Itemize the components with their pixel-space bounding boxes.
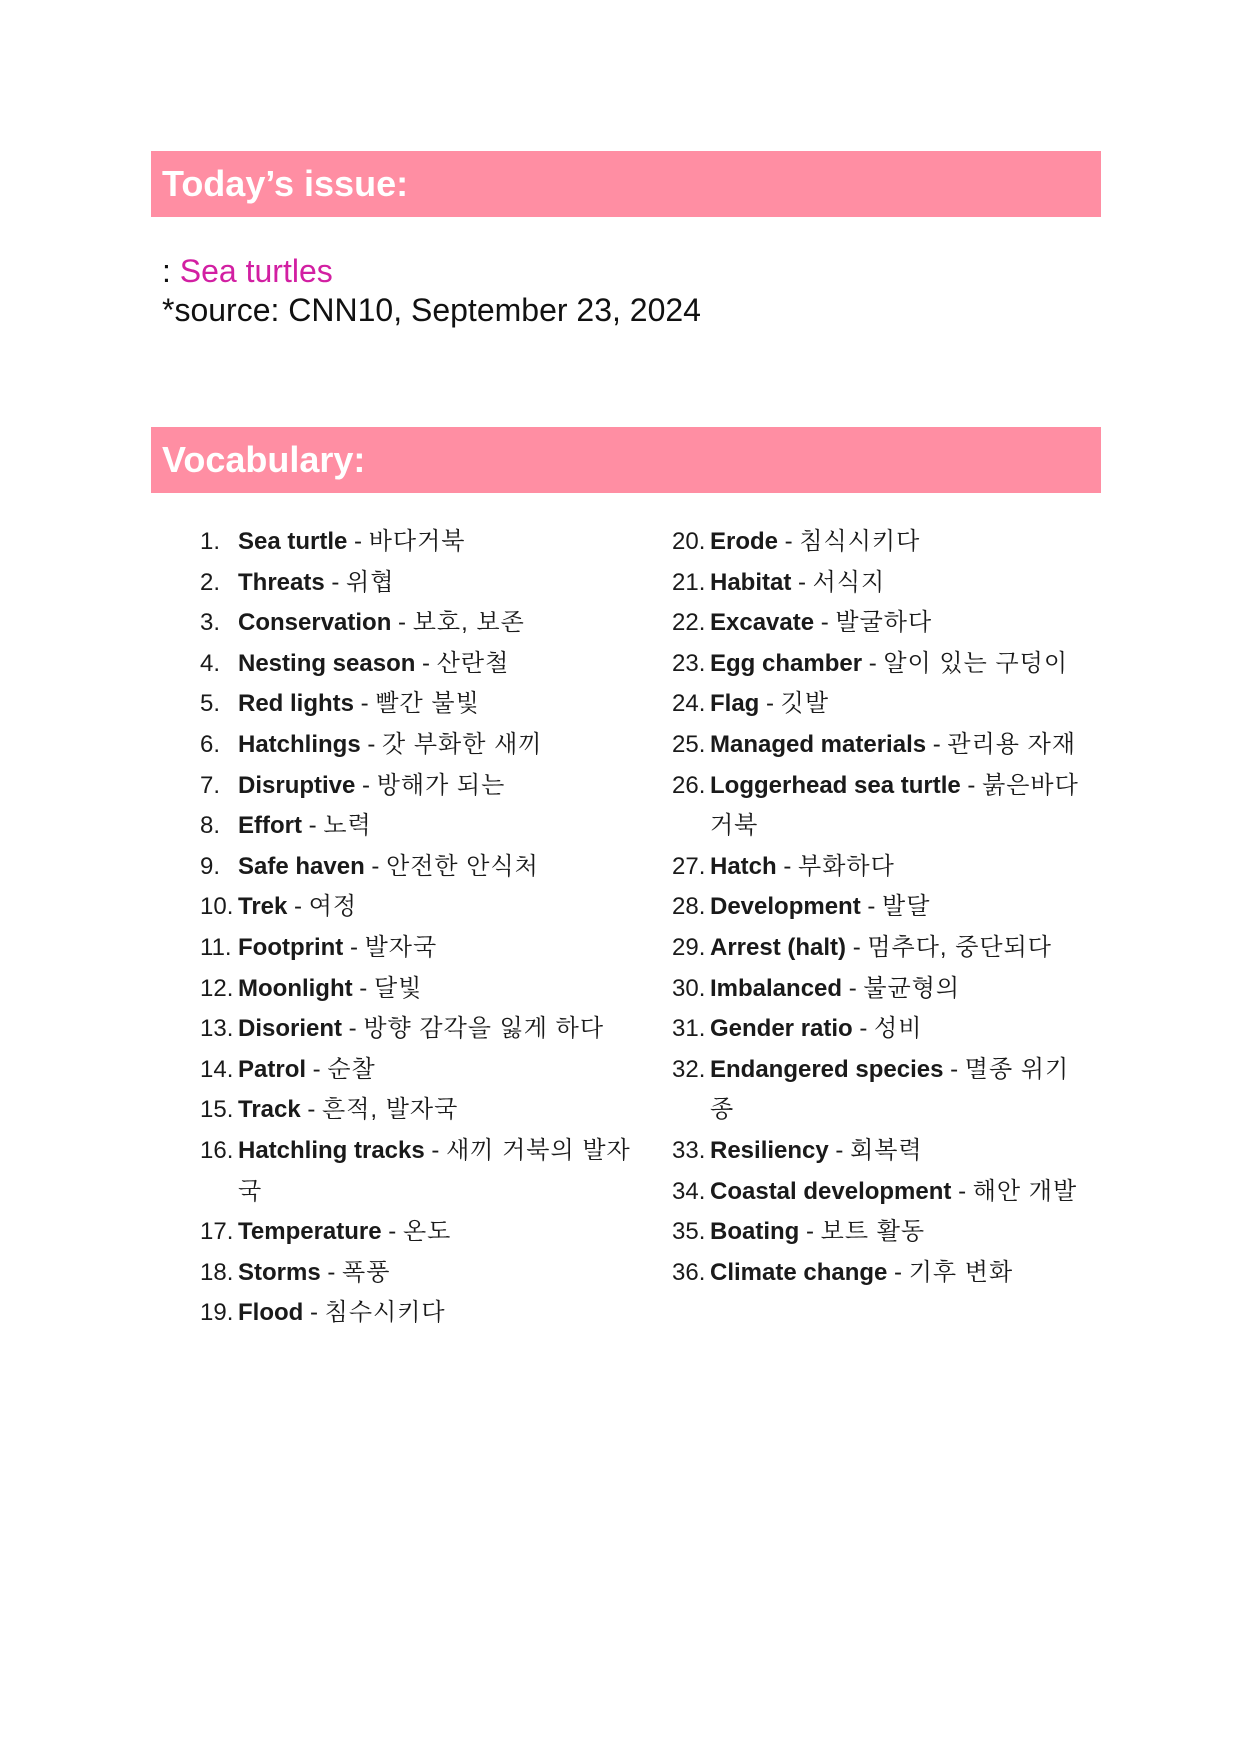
- vocab-term: Habitat: [710, 568, 792, 596]
- vocab-number: 5.: [200, 690, 221, 718]
- vocab-separator: -: [320, 1258, 343, 1286]
- vocab-item: [672, 644, 1112, 685]
- vocab-term: Hatch: [710, 852, 777, 880]
- vocab-meaning: 알이 있는 구덩이: [883, 649, 1068, 677]
- vocab-item: [672, 603, 1112, 644]
- vocab-term: Managed materials: [710, 730, 927, 758]
- vocab-term: Footprint: [238, 933, 344, 961]
- vocab-term: Sea turtle: [238, 528, 348, 555]
- vocab-separator: -: [887, 1258, 909, 1286]
- vocab-entry: [238, 969, 638, 1010]
- vocab-term: Disorient: [238, 1015, 343, 1043]
- vocab-meaning: 안전한 안식처: [386, 852, 539, 880]
- vocab-term: Boating: [710, 1218, 800, 1246]
- vocab-entry: [238, 563, 638, 604]
- vocab-meaning: 발자국: [364, 933, 438, 961]
- vocab-separator: -: [842, 974, 864, 1002]
- vocab-item: [200, 1293, 640, 1334]
- vocab-entry: [710, 1131, 1082, 1172]
- vocab-entry: [238, 1131, 638, 1212]
- vocab-term: Moonlight: [238, 974, 353, 1002]
- vocab-term: Climate change: [710, 1258, 888, 1286]
- vocab-meaning: 불균형의: [863, 974, 961, 1002]
- vocab-meaning: 침수시키다: [324, 1299, 446, 1327]
- vocab-term: Imbalanced: [710, 974, 843, 1002]
- vocab-term: Excavate: [710, 609, 815, 637]
- vocab-separator: -: [814, 609, 836, 637]
- vocab-item: [200, 1253, 640, 1294]
- vocab-separator: -: [352, 974, 374, 1002]
- vocab-separator: -: [799, 1218, 821, 1246]
- vocab-term: Loggerhead sea turtle: [710, 771, 961, 799]
- vocab-meaning: 멸종 위기 종: [710, 1055, 1070, 1124]
- vocab-item: [672, 563, 1112, 604]
- vocab-term: Safe haven: [238, 852, 365, 880]
- vocab-number: 30.: [672, 974, 706, 1002]
- issue-topic: Sea turtles: [179, 253, 333, 289]
- vocab-number: 28.: [672, 893, 706, 921]
- vocab-meaning: 깃발: [780, 690, 830, 718]
- vocab-number: 6.: [200, 730, 221, 758]
- vocab-separator: -: [306, 1055, 328, 1083]
- vocab-entry: [710, 766, 1082, 847]
- vocab-separator: -: [364, 852, 387, 880]
- vocabulary-list-right: [672, 522, 1112, 1293]
- vocab-entry: [238, 725, 638, 766]
- vocab-number: 17.: [200, 1218, 234, 1246]
- vocab-entry: [238, 1253, 638, 1294]
- vocab-item: [200, 766, 640, 807]
- vocab-term: Erode: [710, 528, 779, 555]
- vocab-meaning: 서식지: [812, 568, 886, 596]
- vocab-number: 32.: [672, 1055, 706, 1083]
- vocab-separator: -: [943, 1055, 965, 1083]
- vocab-term: Gender ratio: [710, 1015, 853, 1043]
- vocab-term: Storms: [238, 1258, 321, 1286]
- vocab-entry: [238, 1009, 638, 1050]
- vocab-entry: [710, 1050, 1082, 1131]
- vocab-item: [200, 522, 640, 563]
- vocab-item: [200, 684, 640, 725]
- vocab-number: 11.: [200, 933, 232, 961]
- vocab-entry: [238, 1090, 638, 1131]
- vocab-entry: [710, 1172, 1082, 1213]
- vocabulary-heading: Vocabulary:: [162, 439, 366, 480]
- vocab-entry: [710, 847, 1082, 888]
- issue-topic-prefix: :: [162, 253, 180, 289]
- vocab-item: [200, 928, 640, 969]
- vocab-term: Effort: [238, 812, 302, 840]
- vocab-number: 33.: [672, 1136, 706, 1164]
- vocab-term: Patrol: [238, 1055, 307, 1083]
- vocab-separator: -: [301, 812, 324, 840]
- todays-issue-banner: [151, 151, 1101, 217]
- vocab-item: [200, 806, 640, 847]
- vocab-entry: [710, 725, 1082, 766]
- vocab-entry: [238, 644, 638, 685]
- vocab-entry: [710, 684, 1082, 725]
- vocab-meaning: 방해가 되는: [376, 771, 506, 799]
- vocab-entry: [710, 644, 1082, 685]
- vocab-item: [200, 1131, 640, 1212]
- vocab-term: Egg chamber: [710, 649, 863, 677]
- vocab-item: [200, 887, 640, 928]
- vocab-term: Flag: [710, 690, 760, 718]
- vocab-item: [200, 1009, 640, 1050]
- vocab-meaning: 온도: [402, 1218, 452, 1246]
- vocab-separator: -: [342, 1015, 364, 1043]
- vocab-meaning: 갓 부화한 새끼: [382, 730, 543, 758]
- vocab-meaning: 보호, 보존: [412, 609, 525, 637]
- vocab-separator: -: [776, 852, 799, 880]
- vocab-item: [672, 1172, 1112, 1213]
- vocab-number: 4.: [200, 649, 221, 677]
- vocab-meaning: 방향 감각을 잃게 하다: [363, 1015, 605, 1043]
- vocab-term: Threats: [238, 568, 325, 596]
- vocab-entry: [710, 522, 1082, 563]
- vocab-number: 1.: [200, 528, 221, 555]
- vocab-entry: [710, 563, 1082, 604]
- vocab-entry: [238, 887, 638, 928]
- vocab-item: [672, 725, 1112, 766]
- vocab-number: 16.: [200, 1136, 234, 1164]
- vocab-meaning: 붉은바다거북: [710, 771, 1079, 840]
- vocab-term: Hatchling tracks: [238, 1136, 425, 1164]
- vocab-entry: [710, 1253, 1082, 1294]
- issue-block: [162, 252, 701, 330]
- vocab-separator: -: [759, 690, 781, 718]
- vocab-term: Red lights: [238, 690, 355, 718]
- vocab-number: 2.: [200, 568, 221, 596]
- vocab-item: [200, 603, 640, 644]
- vocab-meaning: 기후 변화: [908, 1258, 1014, 1286]
- vocab-separator: -: [926, 730, 948, 758]
- vocab-item: [672, 1131, 1112, 1172]
- vocab-separator: -: [828, 1136, 851, 1164]
- vocab-separator: -: [391, 609, 413, 637]
- vocab-term: Endangered species: [710, 1055, 944, 1083]
- vocab-number: 12.: [200, 974, 234, 1002]
- vocab-entry: [238, 847, 638, 888]
- vocab-separator: -: [324, 568, 347, 596]
- vocab-number: 34.: [672, 1177, 706, 1205]
- vocab-meaning: 해안 개발: [972, 1177, 1078, 1205]
- vocab-term: Flood: [238, 1299, 304, 1327]
- vocab-entry: [710, 928, 1082, 969]
- vocab-item: [672, 969, 1112, 1010]
- vocab-separator: -: [415, 649, 437, 677]
- vocab-number: 31.: [672, 1015, 706, 1043]
- vocab-number: 25.: [672, 730, 706, 758]
- vocab-meaning: 발굴하다: [835, 609, 933, 637]
- vocab-item: [672, 1253, 1112, 1294]
- vocab-meaning: 멈추다, 중단되다: [867, 933, 1052, 961]
- vocab-entry: [238, 522, 638, 563]
- vocab-meaning: 성비: [874, 1015, 923, 1043]
- vocab-number: 29.: [672, 933, 706, 961]
- vocab-meaning: 발달: [882, 893, 931, 921]
- vocab-number: 27.: [672, 852, 706, 880]
- vocab-number: 19.: [200, 1299, 234, 1327]
- vocab-separator: -: [347, 528, 369, 555]
- vocab-meaning: 침식시키다: [799, 528, 921, 555]
- vocab-separator: -: [360, 730, 383, 758]
- vocab-entry: [238, 806, 638, 847]
- vocab-number: 13.: [200, 1015, 234, 1043]
- vocab-term: Conservation: [238, 609, 392, 637]
- vocab-entry: [238, 684, 638, 725]
- vocab-separator: -: [860, 893, 883, 921]
- vocab-meaning: 노력: [323, 812, 372, 840]
- vocab-meaning: 순찰: [327, 1055, 376, 1083]
- vocab-meaning: 흔적, 발자국: [322, 1096, 459, 1124]
- vocab-meaning: 달빛: [373, 974, 423, 1002]
- vocab-number: 35.: [672, 1218, 706, 1246]
- vocab-separator: -: [355, 771, 377, 799]
- vocab-number: 14.: [200, 1055, 234, 1083]
- vocab-term: Hatchlings: [238, 730, 361, 758]
- vocab-item: [672, 887, 1112, 928]
- vocab-meaning: 여정: [308, 893, 358, 921]
- vocab-term: Development: [710, 893, 861, 921]
- vocab-entry: [238, 766, 638, 807]
- vocab-term: Nesting season: [238, 649, 416, 677]
- vocab-number: 26.: [672, 771, 706, 799]
- vocab-meaning: 위협: [346, 568, 395, 596]
- vocab-separator: -: [852, 1015, 875, 1043]
- vocab-number: 8.: [200, 812, 221, 840]
- vocab-item: [672, 1212, 1112, 1253]
- vocab-item: [200, 969, 640, 1010]
- vocab-entry: [238, 928, 638, 969]
- vocab-number: 9.: [200, 852, 221, 880]
- vocab-term: Resiliency: [710, 1136, 829, 1164]
- vocab-entry: [238, 1212, 638, 1253]
- vocabulary-list-left: [200, 522, 640, 1334]
- vocab-separator: -: [300, 1096, 323, 1124]
- vocab-term: Temperature: [238, 1218, 382, 1246]
- vocab-item: [200, 563, 640, 604]
- vocab-item: [200, 725, 640, 766]
- vocab-separator: -: [381, 1218, 403, 1246]
- vocab-meaning: 폭풍: [342, 1258, 391, 1286]
- vocab-entry: [710, 1212, 1082, 1253]
- vocabulary-banner: [151, 427, 1101, 493]
- vocab-separator: -: [354, 690, 376, 718]
- vocab-item: [200, 1212, 640, 1253]
- vocab-meaning: 관리용 자재: [947, 730, 1077, 758]
- vocab-item: [200, 847, 640, 888]
- vocab-number: 7.: [200, 771, 221, 799]
- vocab-entry: [710, 969, 1082, 1010]
- vocab-number: 20.: [672, 528, 706, 555]
- vocab-separator: -: [862, 649, 884, 677]
- vocab-number: 3.: [200, 609, 221, 637]
- vocab-number: 18.: [200, 1258, 234, 1286]
- vocab-entry: [710, 887, 1082, 928]
- vocab-item: [672, 1050, 1112, 1131]
- vocab-number: 10.: [200, 893, 234, 921]
- vocab-number: 24.: [672, 690, 706, 718]
- vocab-item: [672, 766, 1112, 847]
- vocab-separator: -: [791, 568, 813, 596]
- vocab-item: [200, 644, 640, 685]
- vocab-separator: -: [951, 1177, 973, 1205]
- vocab-separator: -: [846, 933, 868, 961]
- vocab-meaning: 보트 활동: [820, 1218, 926, 1246]
- vocab-meaning: 부화하다: [798, 852, 895, 880]
- vocab-number: 22.: [672, 609, 706, 637]
- vocab-number: 21.: [672, 568, 706, 596]
- vocab-number: 23.: [672, 649, 706, 677]
- vocab-entry: [710, 603, 1082, 644]
- vocab-separator: -: [424, 1136, 447, 1164]
- vocab-term: Track: [238, 1096, 301, 1124]
- issue-source: *source: CNN10, September 23, 2024: [162, 292, 701, 328]
- vocab-separator: -: [343, 933, 365, 961]
- vocab-separator: -: [303, 1299, 325, 1327]
- vocab-entry: [710, 1009, 1082, 1050]
- vocab-separator: -: [287, 893, 309, 921]
- todays-issue-heading: Today’s issue:: [162, 163, 409, 204]
- vocab-item: [200, 1090, 640, 1131]
- vocab-entry: [238, 1050, 638, 1091]
- vocab-number: 36.: [672, 1258, 706, 1286]
- vocab-meaning: 새끼 거북의 발자국: [238, 1136, 631, 1205]
- vocab-item: [672, 1009, 1112, 1050]
- vocab-term: Disruptive: [238, 771, 356, 799]
- vocab-entry: [238, 1293, 638, 1334]
- vocab-meaning: 빨간 불빛: [375, 690, 480, 718]
- vocab-item: [200, 1050, 640, 1091]
- vocab-item: [672, 522, 1112, 563]
- vocab-entry: [238, 603, 638, 644]
- vocab-number: 15.: [200, 1096, 234, 1124]
- vocab-term: Trek: [238, 893, 288, 921]
- vocab-meaning: 회복력: [850, 1136, 923, 1164]
- vocab-meaning: 산란철: [436, 649, 510, 677]
- vocab-item: [672, 684, 1112, 725]
- vocab-meaning: 바다거북: [368, 528, 466, 555]
- vocab-item: [672, 847, 1112, 888]
- issue-topic-line: [162, 252, 701, 291]
- vocab-item: [672, 928, 1112, 969]
- vocab-term: Arrest (halt): [710, 933, 847, 961]
- vocab-separator: -: [960, 771, 983, 799]
- vocab-separator: -: [778, 528, 800, 555]
- vocab-term: Coastal development: [710, 1177, 952, 1205]
